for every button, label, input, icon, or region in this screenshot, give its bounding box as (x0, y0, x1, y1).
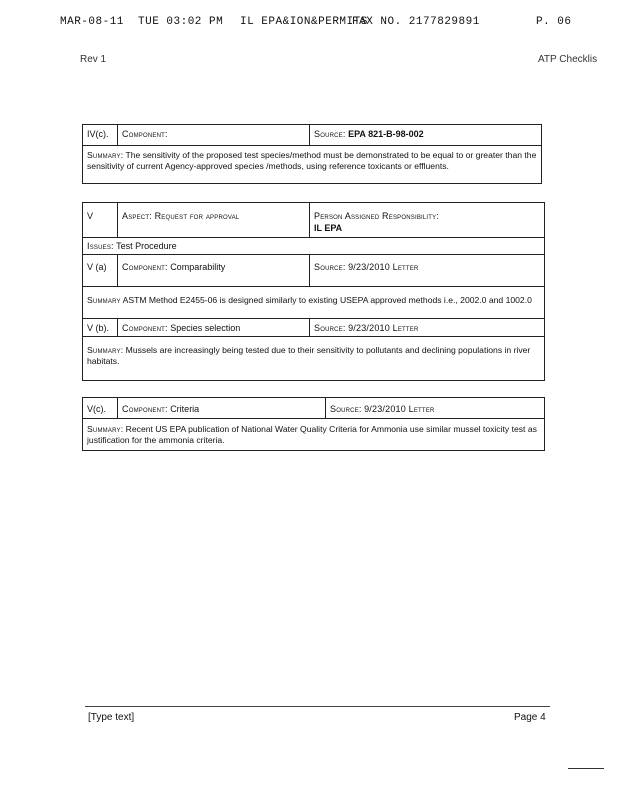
summary-text: The sensitivity of the proposed test species/method must be demonstrated to be equal to or greater than the sensitivity of current Agency-approved species /methods, using reference toxicants or effluents. (87, 150, 537, 171)
vb-summary-label: Summary: (87, 345, 124, 355)
va-source-value: 9/23/2010 Letter (348, 262, 419, 272)
fax-page: P. 06 (536, 16, 572, 28)
row-id: IV(c). (87, 129, 109, 139)
vb-summary-cell (83, 337, 544, 381)
summary-row (83, 145, 541, 185)
vb-row (83, 318, 544, 336)
aspect-label: Aspect: Request for approval (117, 203, 309, 237)
row-id: V (87, 211, 94, 221)
va-component-label: Component: (122, 262, 168, 272)
vb-summary-row (83, 336, 544, 381)
footer-left: [Type text] (88, 712, 135, 723)
issues-label: Issues: (87, 241, 114, 251)
person-cell (309, 203, 544, 237)
va-row (83, 254, 544, 286)
row-id: V(c). (87, 404, 106, 414)
component-cell (117, 398, 325, 418)
va-summary-label: Summary (87, 295, 121, 305)
table-iv-c (82, 124, 542, 184)
vb-component-value: Species selection (170, 323, 241, 333)
va-component-value: Comparability (170, 262, 226, 272)
source-label: Source: (314, 129, 346, 139)
table-v-c (82, 397, 545, 451)
source-cell (309, 125, 541, 145)
vb-source-cell (309, 319, 544, 336)
va-source-label: Source: (314, 262, 346, 272)
person-value: IL EPA (314, 223, 343, 233)
source-value: EPA 821-B-98-002 (348, 129, 424, 139)
va-id: V (a) (87, 262, 107, 272)
va-component-cell (117, 255, 309, 286)
vb-summary-text: Mussels are increasingly being tested due to their sensitivity to pollutants and declining populations in river habitats. (87, 345, 531, 366)
component-label: Component: (117, 125, 309, 145)
revision-label: Rev 1 (80, 54, 107, 65)
issues-cell (83, 238, 544, 254)
va-summary-cell (83, 287, 544, 318)
summary-label: Summary: (87, 150, 124, 160)
scan-mark (568, 768, 604, 769)
fax-time: TUE 03:02 PM (138, 16, 224, 28)
vb-id: V (b). (87, 323, 110, 333)
component-label: Component: (122, 404, 168, 414)
va-source-cell (309, 255, 544, 286)
va-summary-row (83, 286, 544, 318)
source-label: Source: (330, 404, 362, 414)
summary-cell (83, 146, 541, 185)
source-cell (325, 398, 544, 418)
issues-value: Test Procedure (116, 241, 177, 251)
fax-date: MAR-08-11 (60, 16, 124, 28)
vb-component-cell (117, 319, 309, 336)
summary-row (83, 418, 544, 451)
fax-header (60, 16, 580, 32)
fax-number: FAX NO. 2177829891 (352, 16, 480, 28)
vb-component-label: Component: (122, 323, 168, 333)
summary-cell (83, 419, 544, 451)
fax-sender: IL EPA&ION&PERMITS (240, 16, 368, 28)
summary-label: Summary: (87, 424, 124, 434)
vb-source-label: Source: (314, 323, 346, 333)
vb-source-value: 9/23/2010 Letter (348, 323, 419, 333)
summary-text: Recent US EPA publication of National Water Quality Criteria for Ammonia use similar mussel toxicity test as justification for the ammonia criteria. (87, 424, 537, 445)
footer-divider (85, 706, 550, 707)
person-label: Person Assigned Responsibility: (314, 211, 440, 221)
va-summary-text: ASTM Method E2455-06 is designed similarly to existing USEPA approved methods i.e., 2002.0 and 1002.0 (122, 295, 532, 305)
table-v (82, 202, 545, 381)
issues-row (83, 237, 544, 254)
source-value: 9/23/2010 Letter (364, 404, 435, 414)
footer-page-number: Page 4 (514, 712, 546, 723)
component-value: Criteria (170, 404, 200, 414)
document-title: ATP Checklis (538, 54, 598, 65)
